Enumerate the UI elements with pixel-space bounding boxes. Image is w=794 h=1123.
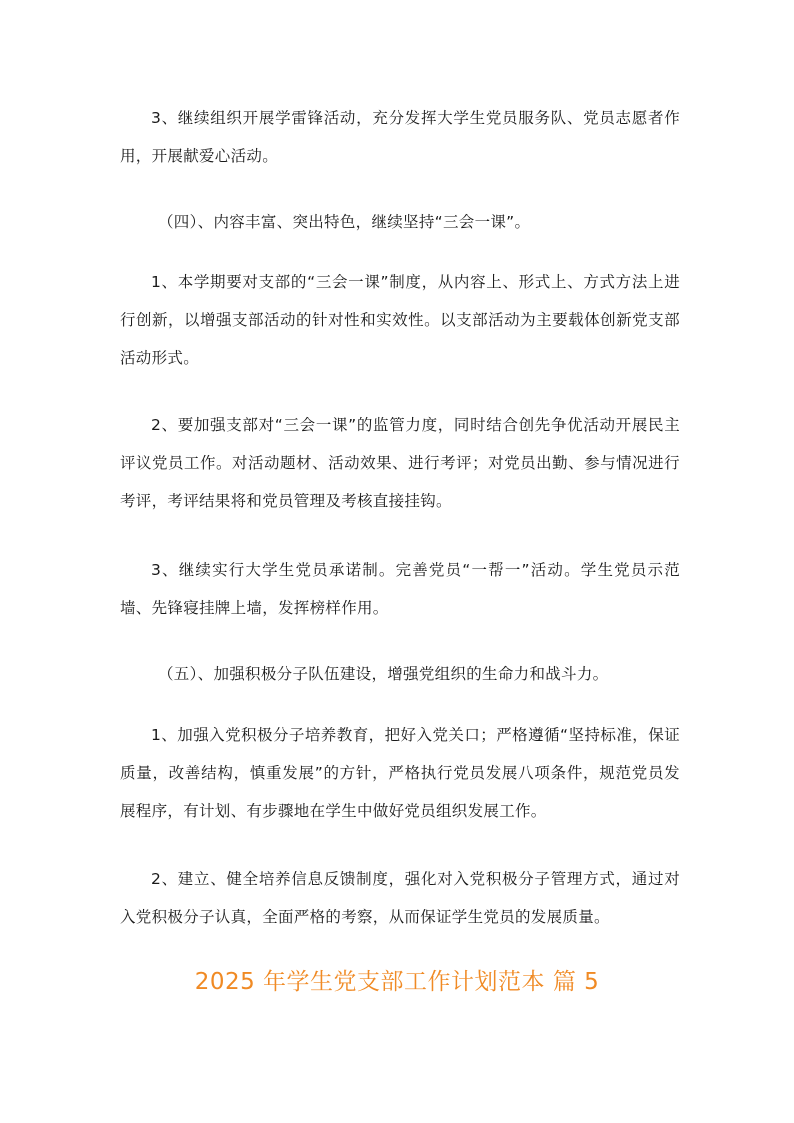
paragraph-sanhui-1: 1、本学期要对支部的“三会一课”制度，从内容上、形式上、方式方法上进行创新，以增强支部活动的针对性和实效性。以支部活动为主要载体创新党支部活动形式。	[120, 273, 680, 367]
paragraph-activist-1: 1、加强入党积极分子培养教育，把好入党关口；严格遵循“坚持标准，保证质量，改善结构，慎重发展”的方针，严格执行党员发展八项条件，规范党员发展程序，有计划、有步骤地在学生中做好党员组织发展工作。	[120, 726, 680, 820]
section-title: 2025 年学生党支部工作计划范本 篇 5	[194, 969, 600, 995]
paragraph-sanhui-3: 3、继续实行大学生党员承诺制。完善党员“一帮一”活动。学生党员示范墙、先锋寝挂牌上墙，发挥榜样作用。	[120, 561, 680, 617]
paragraph-activist-2: 2、建立、健全培养信息反馈制度，强化对入党积极分子管理方式，通过对入党积极分子认真，全面严格的考察，从而保证学生党员的发展质量。	[120, 870, 680, 926]
section-heading-5: （五）、加强积极分子队伍建设，增强党组织的生命力和战斗力。	[158, 665, 609, 683]
paragraph-sanhui-2: 2、要加强支部对“三会一课”的监管力度，同时结合创先争优活动开展民主评议党员工作。对活动题材、活动效果、进行考评；对党员出勤、参与情况进行考评，考评结果将和党员管理及考核直接挂钩。	[120, 416, 680, 510]
section-heading-4: （四）、内容丰富、突出特色，继续坚持“三会一课”。	[158, 213, 531, 231]
paragraph-activity-3: 3、继续组织开展学雷锋活动，充分发挥大学生党员服务队、党员志愿者作用，开展献爱心活动。	[120, 109, 680, 165]
